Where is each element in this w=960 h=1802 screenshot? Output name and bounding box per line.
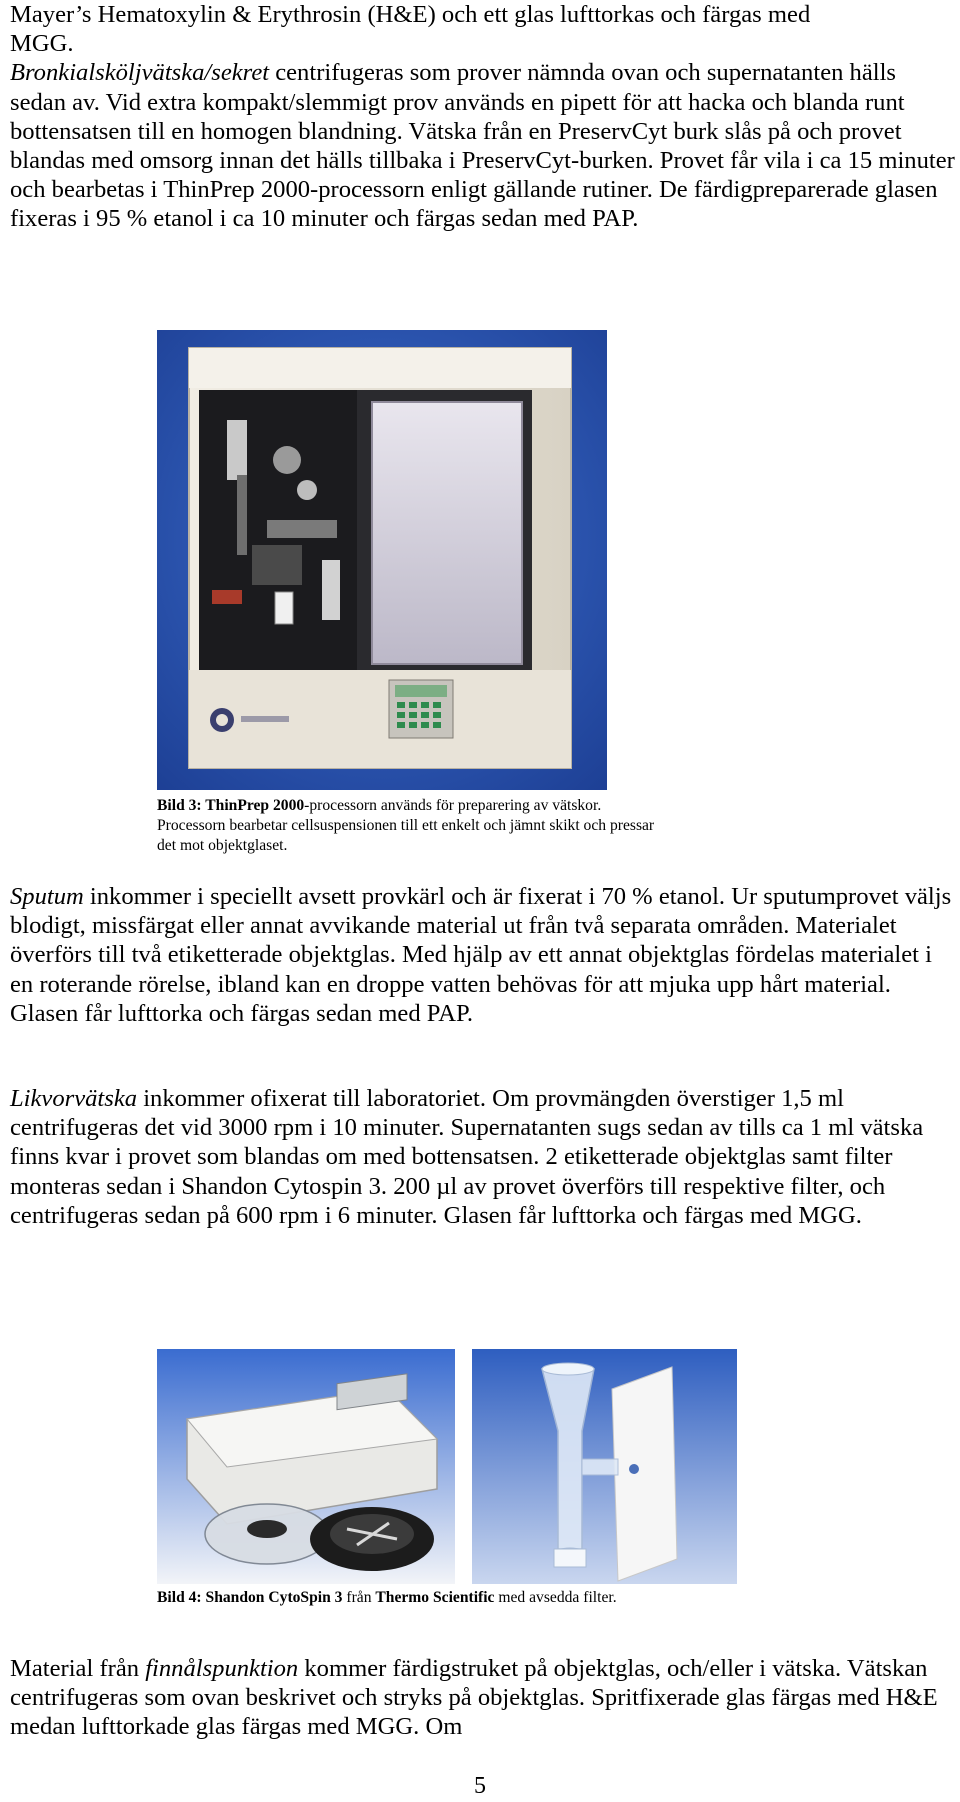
p1-line2: MGG. — [10, 30, 74, 58]
figure4-caption — [157, 1588, 857, 1608]
p3-text: inkommer ofixerat till laboratoriet. Om provmängden överstiger 1,5 ml centrifugeras det vid 3000 rpm i 10 minuter. Supernatanten sugs sedan av tills ca 1 ml vätska finns kvar i provet som blandas om med bottensatsen. 2 etiketterade objektglas samt filter monteras sedan i Shandon Cytospin 3. 200 µl av provet överförs till respektive filter, och centrifugeras sedan på 600 rpm i 6 minuter. Glasen får lufttorka och färgas med MGG. — [10, 1085, 924, 1229]
p1-text: centrifugeras som prover nämnda ovan och supernatanten hälls sedan av. Vid extra kompakt/slemmigt prov används en pipett för att hacka och blanda runt bottensatsen till en homogen blandning. Vätska från en PreservCyt burk slås på och provet blandas med omsorg innan det hälls tillbaka i PreservCyt-burken. Provet får vila i ca 15 minuter och bearbetas i ThinPrep 2000-processorn enligt gällande rutiner. De färdigpreparerade glasen fixeras i 95 % etanol i ca 10 minuter och färgas sedan med PAP. — [10, 59, 955, 233]
p1-line1: Mayer’s Hematoxylin & Erythrosin (H&E) och ett glas lufttorkas och färgas med — [10, 1, 811, 28]
p4-lead: Material från — [10, 1655, 146, 1682]
figure4-caption-label: Bild 4: Shandon CytoSpin 3 — [157, 1589, 343, 1606]
page-number: 5 — [474, 1773, 486, 1799]
term-bronkialskolj: Bronkialsköljvätska/sekret — [10, 59, 270, 87]
paragraph-mayer — [10, 0, 955, 234]
filter-illustration — [472, 1349, 737, 1584]
paragraph-likvor — [10, 1084, 955, 1230]
figure4-caption-end: med avsedda filter. — [494, 1589, 617, 1606]
paragraph-sputum — [10, 882, 955, 1028]
figure4-caption-brand: Thermo Scientific — [375, 1589, 495, 1606]
cytospin-filter-image — [472, 1349, 737, 1584]
p2-text: inkommer i speciellt avsett provkärl och är fixerat i 70 % etanol. Ur sputumprovet väljs blodigt, missfärgat eller annat avvikande material ut från två separata områden. Materialet överförs till två etiketterade objektglas. Med hjälp av ett annat objektglas fördelas materialet i en roterande rörelse, ibland kan en droppe vatten behövas för att mjuka upp hårt material. Glasen får lufttorka och färgas sedan med PAP. — [10, 883, 952, 1027]
figure3-caption-text: -processorn används för preparering av vätskor. Processorn bearbetar cellsuspensionen till ett enkelt och jämnt skikt och pressar det mot objektglaset. — [157, 797, 655, 854]
p4-text: kommer färdigstruket på objektglas, och/eller i vätska. Vätskan centrifugeras som ovan beskrivet och stryks på objektglas. Spritfixerade glas färgas med H&E medan lufttorkade glas färgas med MGG. Om — [10, 1655, 938, 1741]
figure3-caption — [157, 796, 657, 856]
paragraph-finnalspunktion — [10, 1654, 955, 1742]
thinprep-2000-image — [157, 330, 607, 790]
term-likvorvatska: Likvorvätska — [10, 1085, 138, 1112]
thinprep-illustration — [157, 330, 607, 790]
cytospin-illustration — [157, 1349, 455, 1584]
figure4-caption-mid: från — [342, 1589, 376, 1606]
term-sputum: Sputum — [10, 883, 84, 910]
cytospin-image — [157, 1349, 455, 1584]
term-finnalspunktion: finnålspunktion — [145, 1655, 299, 1682]
figure3-caption-label: Bild 3: ThinPrep 2000 — [157, 797, 305, 814]
